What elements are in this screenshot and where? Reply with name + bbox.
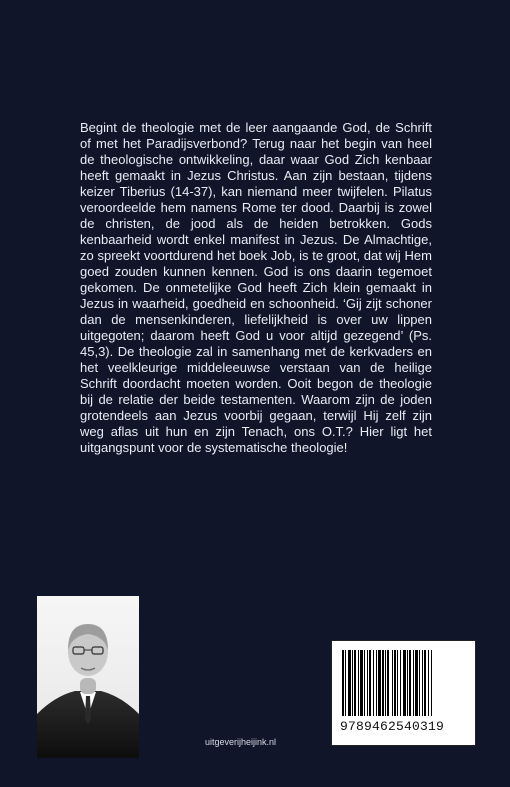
publisher-url: uitgeverijheijink.nl — [205, 737, 277, 747]
author-photo — [37, 596, 139, 758]
isbn-barcode — [331, 640, 476, 746]
barcode-bars — [342, 650, 467, 716]
barcode-gap — [432, 650, 433, 716]
back-cover-blurb: Begint de theologie met de leer aangaande God, de Schrift of met het Paradijsverbond? Terug naar het begin van heel de theologische ontwikkeling, daar waar God Zich kenbaar heeft gemaakt in Jezus Christus. Aan zijn bestaan, tijdens keizer Tiberius (14-37), kan niemand meer twijfelen. Pilatus veroordeelde hem namens Rome ter dood. Daarbij is zowel de christen, de jood als de heiden betrokken. Gods kenbaarheid wordt enkel manifest in Jezus. De Almachtige, zo spreekt voortdurend het boek Job, is te groot, dat wij Hem goed zouden kunnen kennen. God is ons daarin tegemoet gekomen. De onmetelijke God heeft Zich klein gemaakt in Jezus in waarheid, goedheid en schoonheid. ‘Gij zijt schoner dan de mensenkinderen, liefelijkheid is over uw lippen uitgegoten; daarom heeft God u voor altijd gezegend’ (Ps. 45,3). De theologie zal in samenhang met de kerkvaders en het veelkleurige middeleeuwse verstaan van de heilige Schrift doordacht moeten worden. Ooit begon de theologie bij de relatie der beide testamenten. Waarom zijn de joden grotendeels aan Jezus voorbij gegaan, terwijl Hij zelf zijn weg aflas uit hun en zijn Tenach, ons O.T.? Hier ligt het uitgangspunt voor de systematische theologie! — [80, 120, 432, 455]
isbn-number: 9789462540319 — [340, 719, 445, 734]
